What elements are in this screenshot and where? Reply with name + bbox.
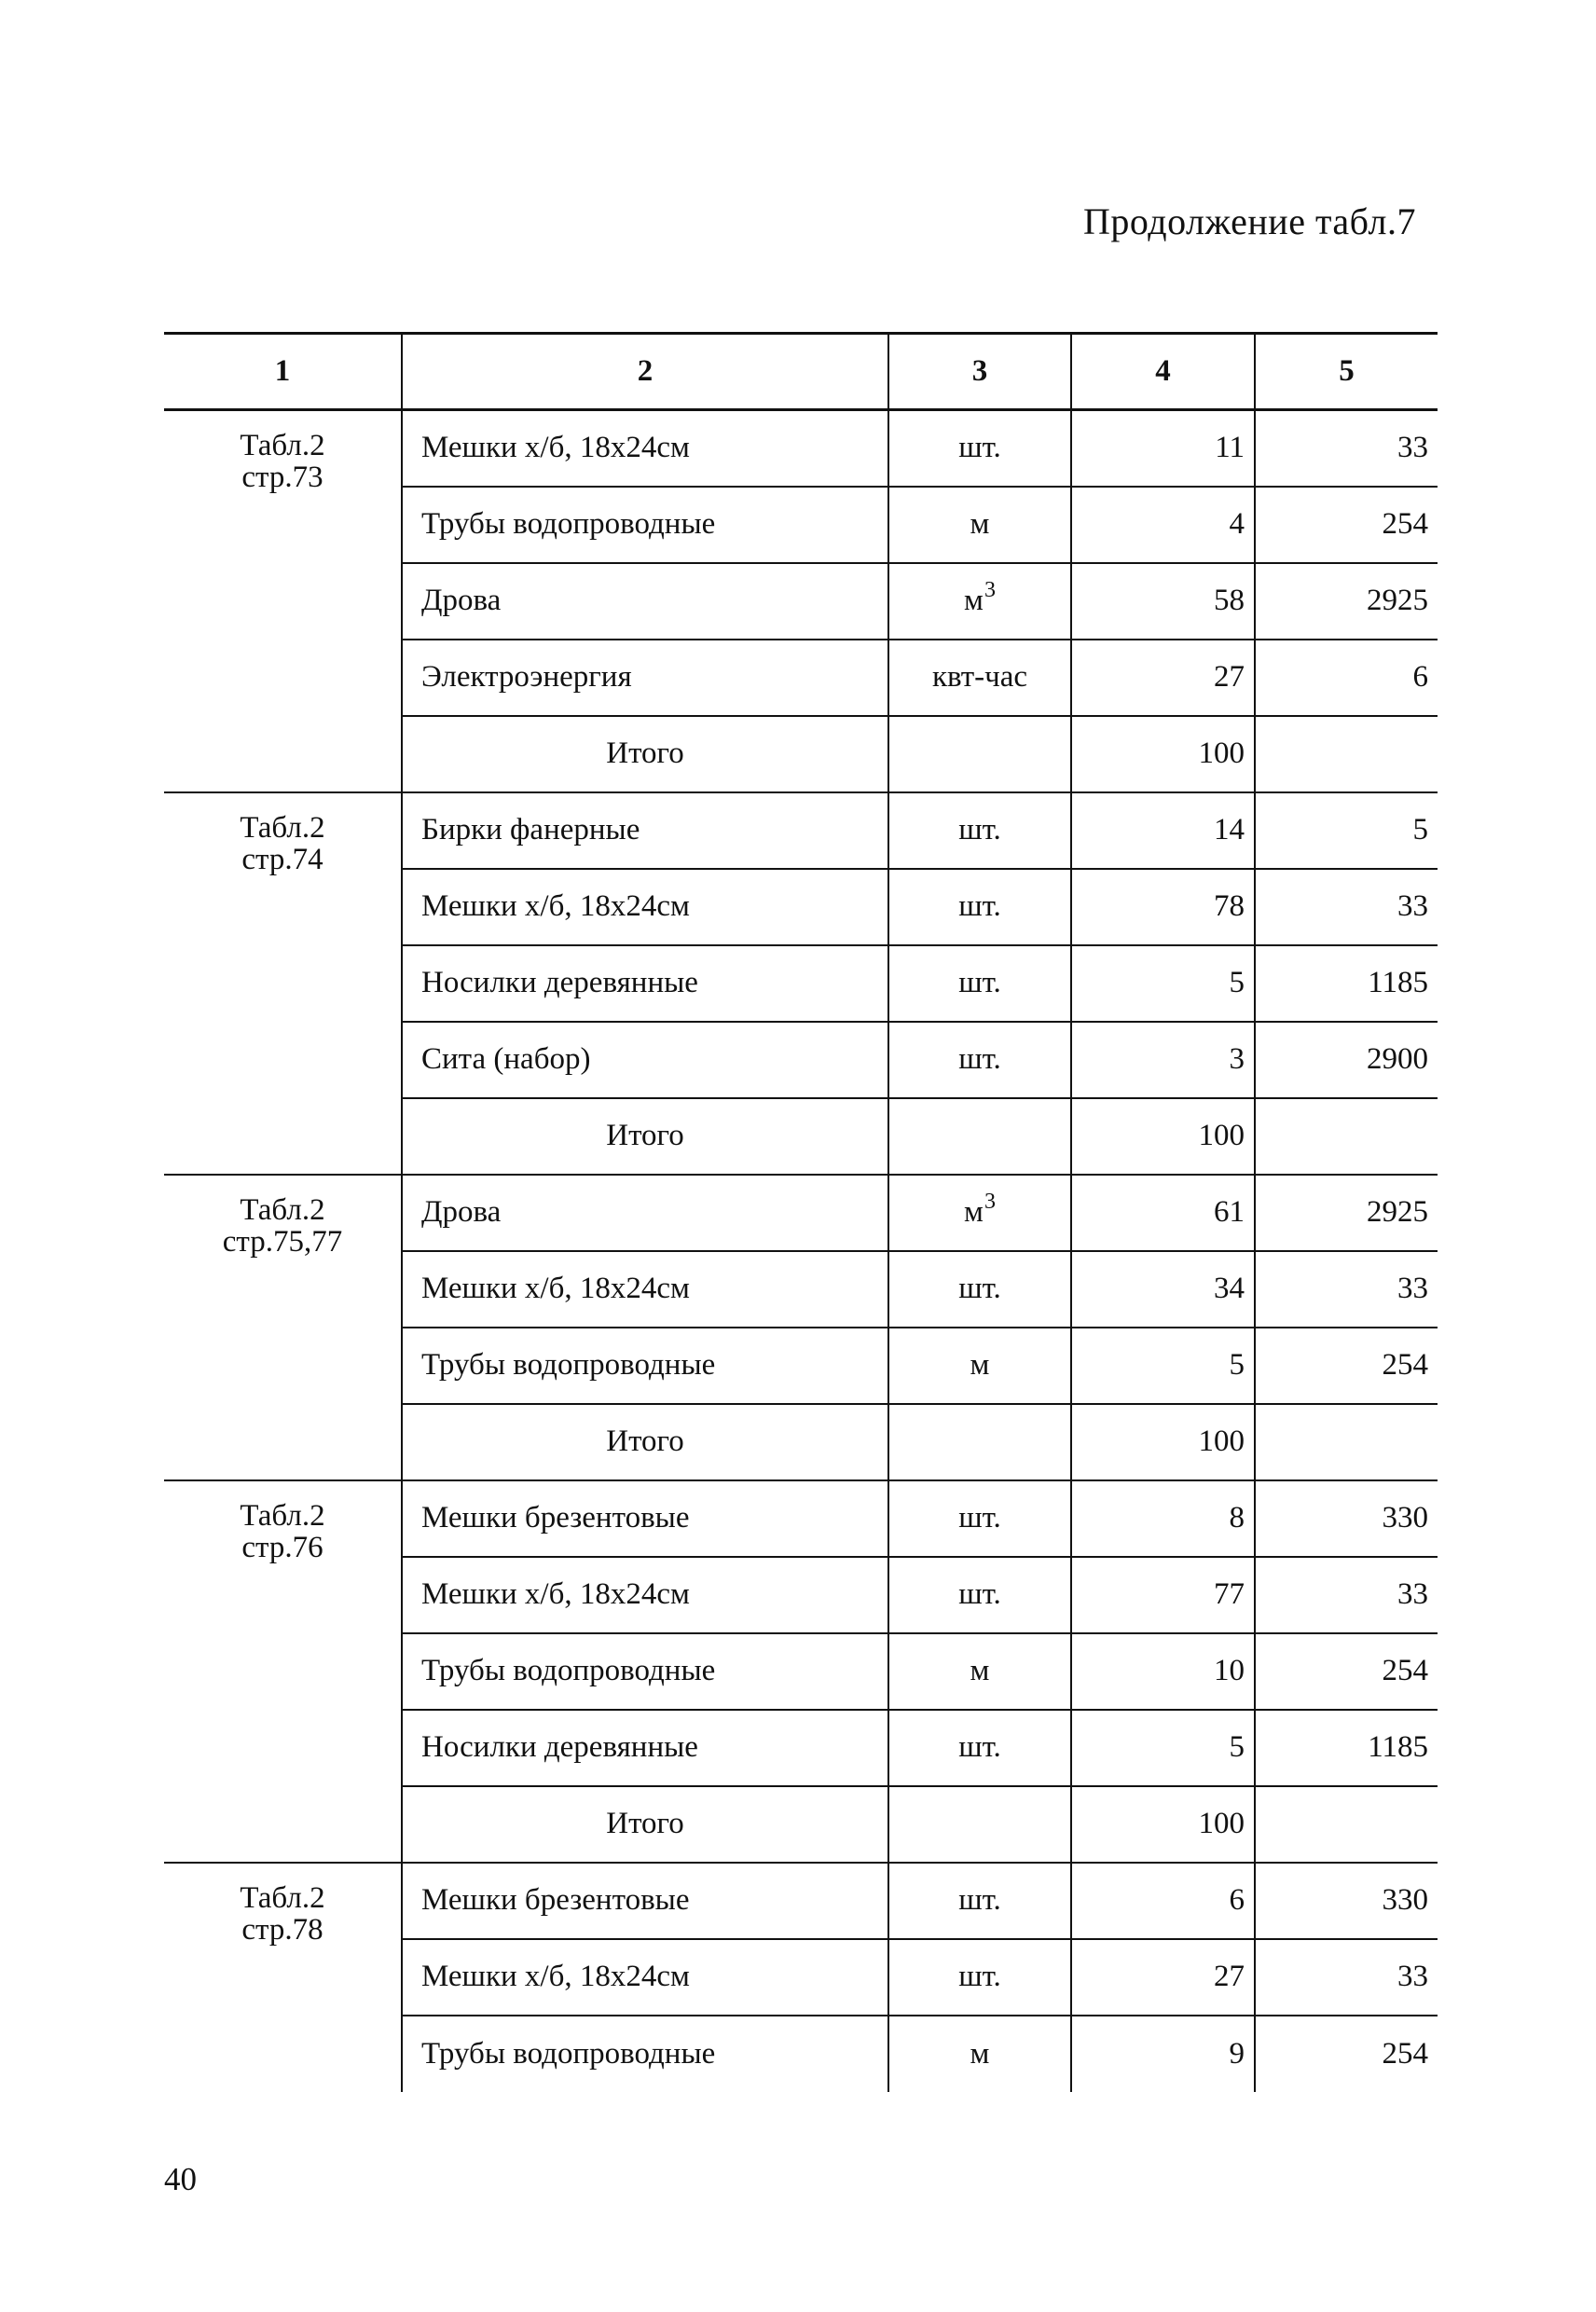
unit-text: м <box>970 507 990 541</box>
source-reference <box>164 1863 402 2092</box>
item-share: 3 <box>1071 1022 1255 1098</box>
item-name: Трубы водопроводные <box>402 1328 888 1404</box>
item-price: 33 <box>1255 1557 1438 1633</box>
item-share: 5 <box>1071 1328 1255 1404</box>
total-label: Итого <box>402 1786 888 1863</box>
total-unit-empty <box>888 716 1071 792</box>
unit-text: м <box>964 1195 984 1229</box>
item-share: 27 <box>1071 1939 1255 2016</box>
unit-superscript: 3 <box>984 578 996 602</box>
item-name: Бирки фанерные <box>402 792 888 869</box>
item-price: 2925 <box>1255 1175 1438 1251</box>
unit-text: м <box>964 584 984 617</box>
item-price: 330 <box>1255 1863 1438 1939</box>
item-unit <box>888 563 1071 640</box>
item-unit <box>888 1557 1071 1633</box>
item-name: Носилки деревянные <box>402 1710 888 1786</box>
item-unit <box>888 1022 1071 1098</box>
total-unit-empty <box>888 1404 1071 1480</box>
table-body <box>164 410 1438 2092</box>
item-unit <box>888 945 1071 1022</box>
total-share: 100 <box>1071 1786 1255 1863</box>
source-line: стр.75,77 <box>222 1224 343 1259</box>
column-header-1: 1 <box>164 334 402 410</box>
item-price: 254 <box>1255 487 1438 563</box>
total-price-empty <box>1255 1404 1438 1480</box>
item-price: 2925 <box>1255 563 1438 640</box>
page-number: 40 <box>164 2161 197 2197</box>
item-unit <box>888 869 1071 945</box>
source-line: Табл.2 <box>240 810 325 845</box>
item-price: 254 <box>1382 2036 1428 2071</box>
item-share: 6 <box>1071 1863 1255 1939</box>
item-share: 5 <box>1071 1710 1255 1786</box>
unit-text: шт. <box>958 1272 1001 1305</box>
total-unit-empty <box>888 1786 1071 1863</box>
total-label: Итого <box>402 716 888 792</box>
item-name: Мешки х/б, 18х24см <box>402 410 888 487</box>
item-price: 33 <box>1255 410 1438 487</box>
item-name: Сита (набор) <box>402 1022 888 1098</box>
source-line: Табл.2 <box>240 1498 325 1533</box>
total-share: 100 <box>1071 1098 1255 1175</box>
source-reference <box>164 410 402 792</box>
source-line: стр.78 <box>241 1912 323 1947</box>
item-unit <box>888 1633 1071 1710</box>
item-unit <box>888 2016 1071 2092</box>
unit-superscript: 3 <box>984 1190 996 1214</box>
item-name: Трубы водопроводные <box>402 1633 888 1710</box>
item-share: 34 <box>1071 1251 1255 1328</box>
unit-text: шт. <box>958 1883 1001 1917</box>
unit-text: м <box>970 1654 990 1687</box>
item-name: Мешки брезентовые <box>402 1863 888 1939</box>
item-name: Мешки брезентовые <box>402 1480 888 1557</box>
item-share: 14 <box>1071 792 1255 869</box>
source-reference <box>164 1175 402 1480</box>
item-price: 33 <box>1255 869 1438 945</box>
table-header <box>164 334 1438 410</box>
item-price: 1185 <box>1255 945 1438 1022</box>
unit-text: шт. <box>958 966 1001 999</box>
total-price-empty <box>1255 716 1438 792</box>
total-share: 100 <box>1071 1404 1255 1480</box>
item-price: 33 <box>1255 1939 1438 2016</box>
column-header-2: 2 <box>402 334 888 410</box>
item-unit <box>888 1710 1071 1786</box>
table-row <box>164 1480 1438 1557</box>
unit-text: шт. <box>958 889 1001 923</box>
item-share: 61 <box>1071 1175 1255 1251</box>
item-name: Мешки х/б, 18х24см <box>402 1251 888 1328</box>
item-unit <box>888 640 1071 716</box>
unit-text: м <box>970 2036 990 2071</box>
source-line: Табл.2 <box>240 429 325 462</box>
total-price-empty <box>1255 1098 1438 1175</box>
source-reference <box>164 1480 402 1863</box>
item-unit <box>888 1939 1071 2016</box>
unit-text: шт. <box>958 1501 1001 1534</box>
header-row <box>164 334 1438 410</box>
item-name: Дрова <box>402 1175 888 1251</box>
source-reference <box>164 792 402 1175</box>
total-price-empty <box>1255 1786 1438 1863</box>
item-share: 58 <box>1071 563 1255 640</box>
table-row <box>164 1863 1438 1939</box>
source-line: Табл.2 <box>240 1192 325 1227</box>
item-unit <box>888 1863 1071 1939</box>
unit-text: шт. <box>958 431 1001 465</box>
table-row <box>164 1175 1438 1251</box>
item-name: Носилки деревянные <box>402 945 888 1022</box>
item-share: 5 <box>1071 945 1255 1022</box>
source-line: Табл.2 <box>240 1880 325 1915</box>
item-share: 11 <box>1071 410 1255 487</box>
item-name: Электроэнергия <box>402 640 888 716</box>
item-price: 1185 <box>1255 1710 1438 1786</box>
item-share: 9 <box>1071 2016 1255 2092</box>
item-unit <box>888 1328 1071 1404</box>
item-name: Дрова <box>402 563 888 640</box>
column-header-5: 5 <box>1255 334 1438 410</box>
total-label: Итого <box>402 1404 888 1480</box>
item-share: 10 <box>1071 1633 1255 1710</box>
item-share: 77 <box>1071 1557 1255 1633</box>
item-unit <box>888 410 1071 487</box>
item-unit <box>888 1480 1071 1557</box>
table-row <box>164 792 1438 869</box>
unit-text: шт. <box>958 1577 1001 1611</box>
table-row <box>164 410 1438 487</box>
column-header-4: 4 <box>1071 334 1255 410</box>
item-price: 6 <box>1255 640 1438 716</box>
item-name: Трубы водопроводные <box>421 2036 716 2071</box>
table-caption: Продолжение табл.7 <box>1083 200 1416 242</box>
item-name: Мешки х/б, 18х24см <box>402 1939 888 2016</box>
item-price: 330 <box>1255 1480 1438 1557</box>
source-line: стр.73 <box>241 461 323 494</box>
item-name: Мешки х/б, 18х24см <box>402 869 888 945</box>
item-unit <box>888 1251 1071 1328</box>
item-price: 2900 <box>1255 1022 1438 1098</box>
item-share: 8 <box>1071 1480 1255 1557</box>
column-header-3: 3 <box>888 334 1071 410</box>
item-share: 27 <box>1071 640 1255 716</box>
item-price: 5 <box>1255 792 1438 869</box>
unit-text: м <box>970 1348 990 1382</box>
source-line: стр.76 <box>241 1530 323 1564</box>
unit-text: шт. <box>958 1960 1001 1993</box>
unit-text: шт. <box>958 1042 1001 1076</box>
item-price: 33 <box>1255 1251 1438 1328</box>
item-price: 254 <box>1255 1328 1438 1404</box>
source-line: стр.74 <box>241 842 323 876</box>
item-unit <box>888 487 1071 563</box>
unit-text: квт-час <box>931 660 1028 694</box>
unit-text: шт. <box>958 1730 1001 1764</box>
total-label: Итого <box>402 1098 888 1175</box>
item-name: Трубы водопроводные <box>402 487 888 563</box>
materials-table <box>164 332 1438 2092</box>
item-unit <box>888 792 1071 869</box>
item-share: 78 <box>1071 869 1255 945</box>
item-price: 254 <box>1255 1633 1438 1710</box>
item-share: 4 <box>1071 487 1255 563</box>
item-name: Мешки х/б, 18х24см <box>402 1557 888 1633</box>
unit-text: шт. <box>958 813 1001 846</box>
item-unit <box>888 1175 1071 1251</box>
total-share: 100 <box>1071 716 1255 792</box>
total-unit-empty <box>888 1098 1071 1175</box>
